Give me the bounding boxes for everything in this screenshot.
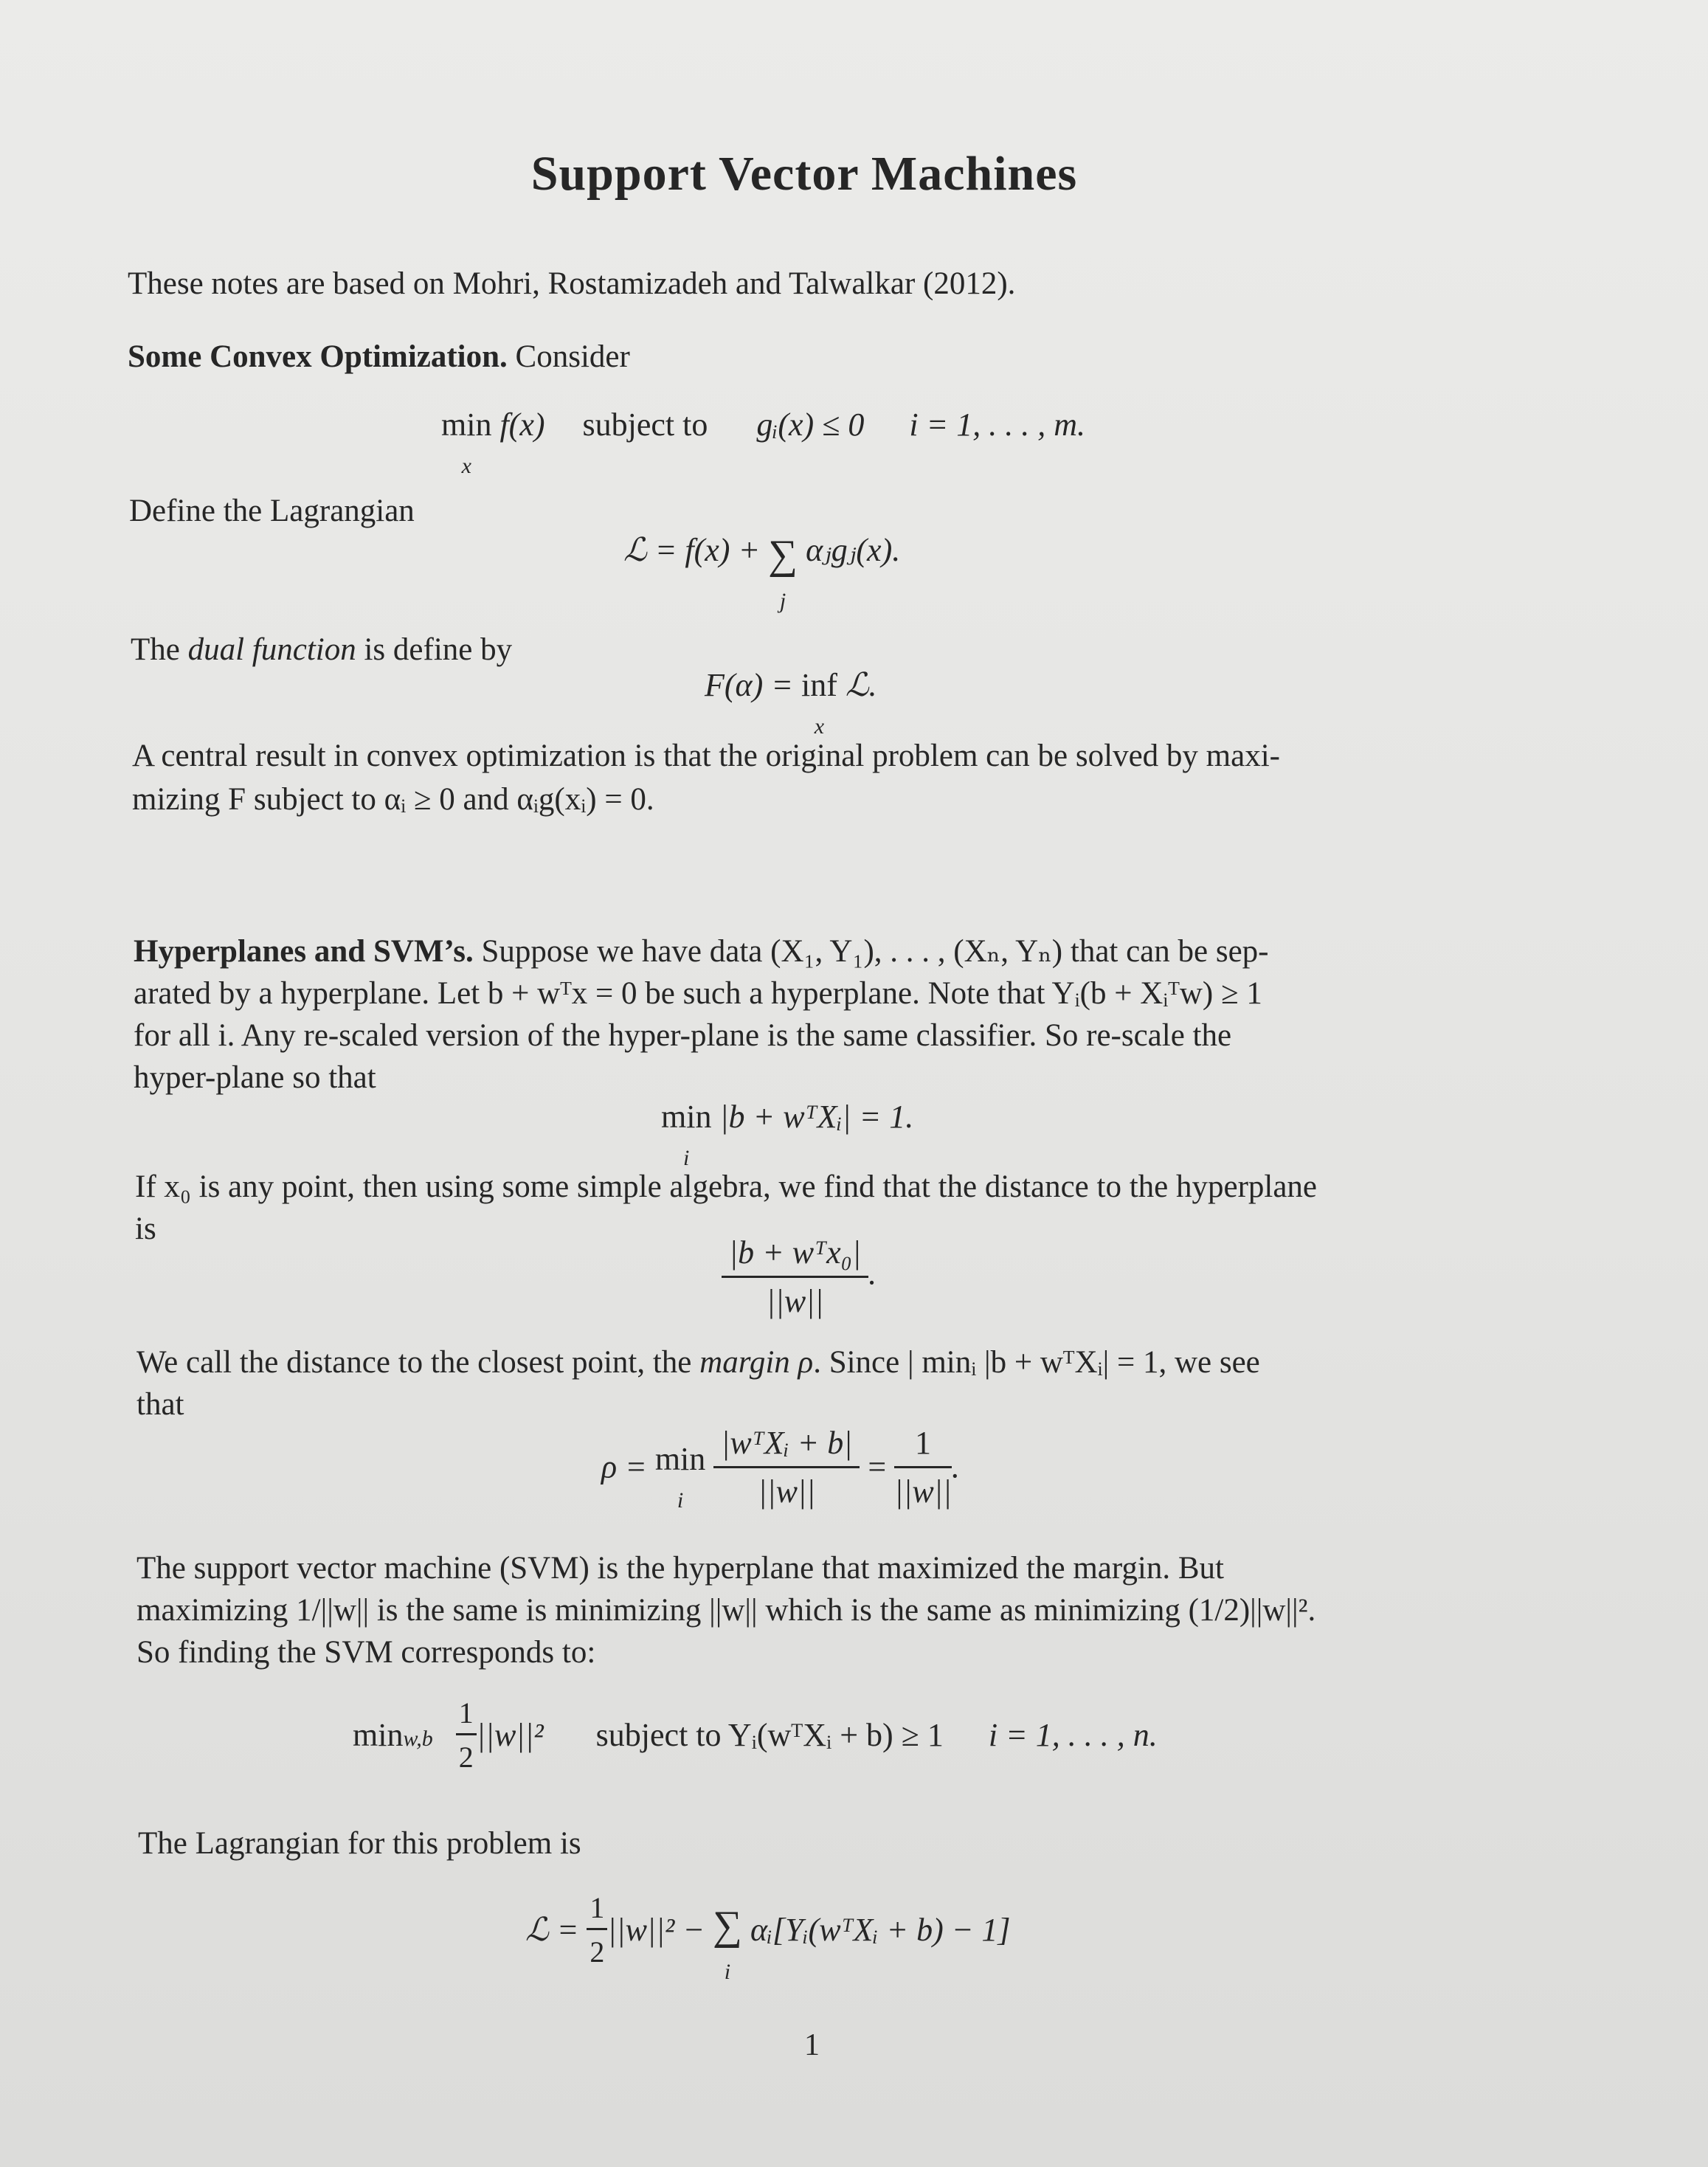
- margin-text-pre: We call the distance to the closest point, the: [136, 1345, 700, 1380]
- central-result-line-2: mizing F subject to αᵢ ≥ 0 and αᵢg(xᵢ) = 0.: [132, 782, 654, 817]
- half-denominator: 2: [458, 1741, 474, 1774]
- half-numerator: 1: [587, 1890, 607, 1930]
- distance-line-2: is: [135, 1212, 156, 1246]
- half-numerator: 1: [456, 1696, 477, 1735]
- margin-equation: [601, 1418, 960, 1515]
- subject-to: subject to: [582, 407, 708, 443]
- intro-text: These notes are based on Mohri, Rostamizadeh and Talwalkar (2012).: [128, 266, 1016, 301]
- hyper-line-1-text: Suppose we have data (X₁, Y₁), . . . , (Xₙ, Yₙ) that can be sep-: [481, 934, 1269, 969]
- hyper-line-2: arated by a hyperplane. Let b + wᵀx = 0 be such a hyperplane. Note that Yᵢ(b + Xᵢᵀw) ≥ 1: [134, 976, 1262, 1011]
- dual-lhs: F(α) =: [705, 667, 801, 703]
- svm-line-2: maximizing 1/||w|| is the same is minimizing ||w|| which is the same as minimizing (1/2)||w||².: [136, 1593, 1316, 1628]
- distance-equation: [722, 1234, 877, 1320]
- svm-range: i = 1, . . . , n.: [988, 1717, 1158, 1753]
- page-number: 1: [804, 2028, 820, 2062]
- lagrangian-problem-text: The Lagrangian for this problem is: [138, 1826, 581, 1861]
- page-title: Support Vector Machines: [530, 147, 1078, 201]
- margin-line-1: [136, 1341, 1260, 1384]
- convex-heading-line: [128, 336, 630, 379]
- margin-equals: =: [868, 1448, 895, 1485]
- central-result-line-1: A central result in convex optimization is that the original problem can be solved by maxi-: [132, 739, 1280, 773]
- sum-subscript: i: [724, 1960, 731, 1984]
- dual-text-post: is define by: [356, 632, 513, 667]
- primal-problem-equation: [441, 406, 1085, 481]
- hyper-line-3: for all i. Any re-scaled version of the hyper-plane is the same classifier. So re-scale the: [134, 1018, 1232, 1053]
- margin-denominator-2: ||w||: [894, 1473, 952, 1510]
- convex-lead: Consider: [515, 339, 630, 374]
- min-operator: min: [441, 407, 492, 443]
- svm-constraint: subject to Yᵢ(wᵀXᵢ + b) ≥ 1: [595, 1717, 944, 1753]
- min-subscript: w,b: [403, 1727, 433, 1751]
- margin-period: .: [951, 1448, 960, 1485]
- svm-line-1: The support vector machine (SVM) is the hyperplane that maximized the margin. But: [136, 1551, 1224, 1586]
- svm-line-3: So finding the SVM corresponds to:: [136, 1635, 596, 1670]
- min-operator: min: [353, 1717, 404, 1753]
- margin-text-post: . Since | minᵢ |b + wᵀXᵢ| = 1, we see: [813, 1345, 1260, 1380]
- dual-text-pre: The: [131, 632, 188, 667]
- dual-rhs: ℒ.: [845, 667, 877, 703]
- lagrangian-equation: [623, 531, 900, 616]
- lagrangian-lhs: ℒ = f(x) +: [623, 532, 769, 568]
- rescale-rhs: |b + wᵀXᵢ| = 1.: [719, 1099, 914, 1135]
- min-subscript: i: [677, 1488, 684, 1513]
- distance-line-1: If x₀ is any point, then using some simple algebra, we find that the distance to the hyperplane: [135, 1169, 1318, 1204]
- constraint-range: i = 1, . . . , m.: [909, 407, 1086, 443]
- dual-text-em: dual function: [187, 632, 356, 667]
- margin-lhs: ρ =: [601, 1448, 655, 1485]
- min-subscript: i: [683, 1146, 690, 1170]
- inf-subscript: x: [814, 714, 825, 739]
- svm-lagr-rhs: αᵢ[Yᵢ(wᵀXᵢ + b) − 1]: [750, 1912, 1011, 1948]
- half-denominator: 2: [589, 1935, 605, 1969]
- svm-lagr-mid: ||w||² −: [607, 1912, 713, 1948]
- rescale-equation: [661, 1098, 913, 1173]
- dual-function-text: [131, 629, 512, 671]
- lagrangian-rhs: αⱼgⱼ(x).: [806, 532, 901, 568]
- svm-lagrangian-equation: [525, 1873, 1011, 1987]
- svm-equation: [353, 1696, 1158, 1774]
- margin-line-2: that: [136, 1387, 184, 1422]
- objective: f(x): [499, 407, 545, 443]
- min-subscript: x: [461, 454, 471, 478]
- svm-objective: ||w||²: [476, 1717, 544, 1753]
- distance-period: .: [868, 1255, 877, 1292]
- hyper-line-4: hyper-plane so that: [134, 1060, 376, 1095]
- min-operator: min: [654, 1441, 706, 1477]
- dual-equation: [705, 666, 877, 742]
- distance-denominator: ||w||: [766, 1283, 824, 1319]
- margin-text-em: margin ρ: [699, 1345, 814, 1380]
- min-operator: min: [661, 1099, 712, 1135]
- svm-lagr-lhs: ℒ =: [525, 1912, 587, 1948]
- sum-symbol: ∑: [713, 1903, 742, 1949]
- margin-numerator-2: 1: [894, 1424, 952, 1468]
- sum-symbol: ∑: [768, 532, 798, 578]
- sum-subscript: j: [779, 589, 786, 613]
- hyper-heading: Hyperplanes and SVM’s.: [134, 934, 474, 969]
- inf-operator: inf: [801, 667, 837, 703]
- margin-denominator-1: ||w||: [758, 1473, 816, 1510]
- define-lagrangian-text: Define the Lagrangian: [129, 494, 415, 528]
- constraint: gᵢ(x) ≤ 0: [756, 407, 865, 443]
- hyper-line-1: [134, 930, 1269, 973]
- distance-numerator: |b + wᵀx₀|: [722, 1234, 868, 1278]
- margin-numerator-1: |wᵀXᵢ + b|: [713, 1424, 860, 1468]
- convex-heading: Some Convex Optimization.: [128, 339, 508, 374]
